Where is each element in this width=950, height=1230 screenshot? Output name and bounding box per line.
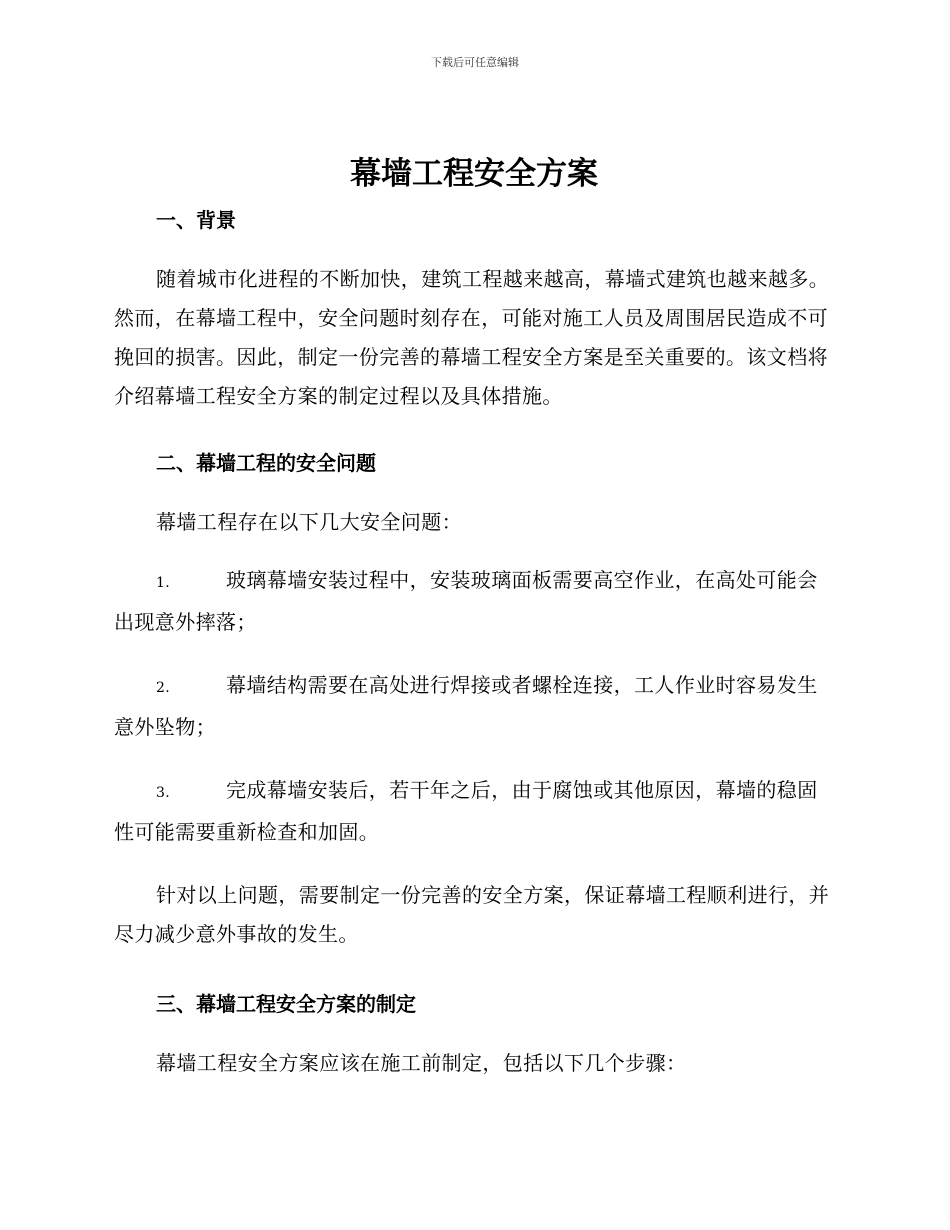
background-paragraph: 随着城市化进程的不断加快，建筑工程越来越高，幕墙式建筑也越来越多。然而，在幕墙工程中，安全问题时刻存在，可能对施工人员及周围居民造成不可挽回的损害。因此，制定一份完善的幕墙工程安全方案是至关重要的。该文档将介绍幕墙工程安全方案的制定过程以及具体措施。: [114, 267, 830, 408]
page-header-note: 下载后可任意编辑: [431, 56, 519, 69]
list-item-number: 2.: [156, 680, 171, 696]
list-item: [114, 561, 834, 642]
list-item: [114, 771, 834, 852]
safety-issues-conclusion: 针对以上问题，需要制定一份完善的安全方案，保证幕墙工程顺利进行，并尽力减少意外事故的发生。: [114, 883, 830, 946]
document-body: [114, 152, 834, 1083]
document-title: 幕墙工程安全方案: [350, 156, 598, 192]
list-item-number: 1.: [156, 575, 171, 591]
section-heading-safety-issues: 二、幕墙工程的安全问题: [156, 451, 376, 475]
list-item: [114, 666, 834, 747]
safety-issues-intro: 幕墙工程存在以下几大安全问题：: [156, 510, 462, 534]
list-item-text: 完成幕墙安装后，若干年之后，由于腐蚀或其他原因，幕墙的稳固性可能需要重新检查和加固。: [114, 778, 818, 844]
list-item-text: 玻璃幕墙安装过程中，安装玻璃面板需要高空作业，在高处可能会出现意外摔落；: [114, 568, 818, 634]
list-item-text: 幕墙结构需要在高处进行焊接或者螺栓连接，工人作业时容易发生意外坠物；: [114, 673, 818, 739]
section-heading-background: 一、背景: [156, 208, 236, 232]
list-item-number: 3.: [156, 785, 171, 801]
plan-formulation-intro: 幕墙工程安全方案应该在施工前制定，包括以下几个步骤：: [156, 1051, 687, 1075]
section-heading-plan-formulation: 三、幕墙工程安全方案的制定: [156, 992, 416, 1016]
